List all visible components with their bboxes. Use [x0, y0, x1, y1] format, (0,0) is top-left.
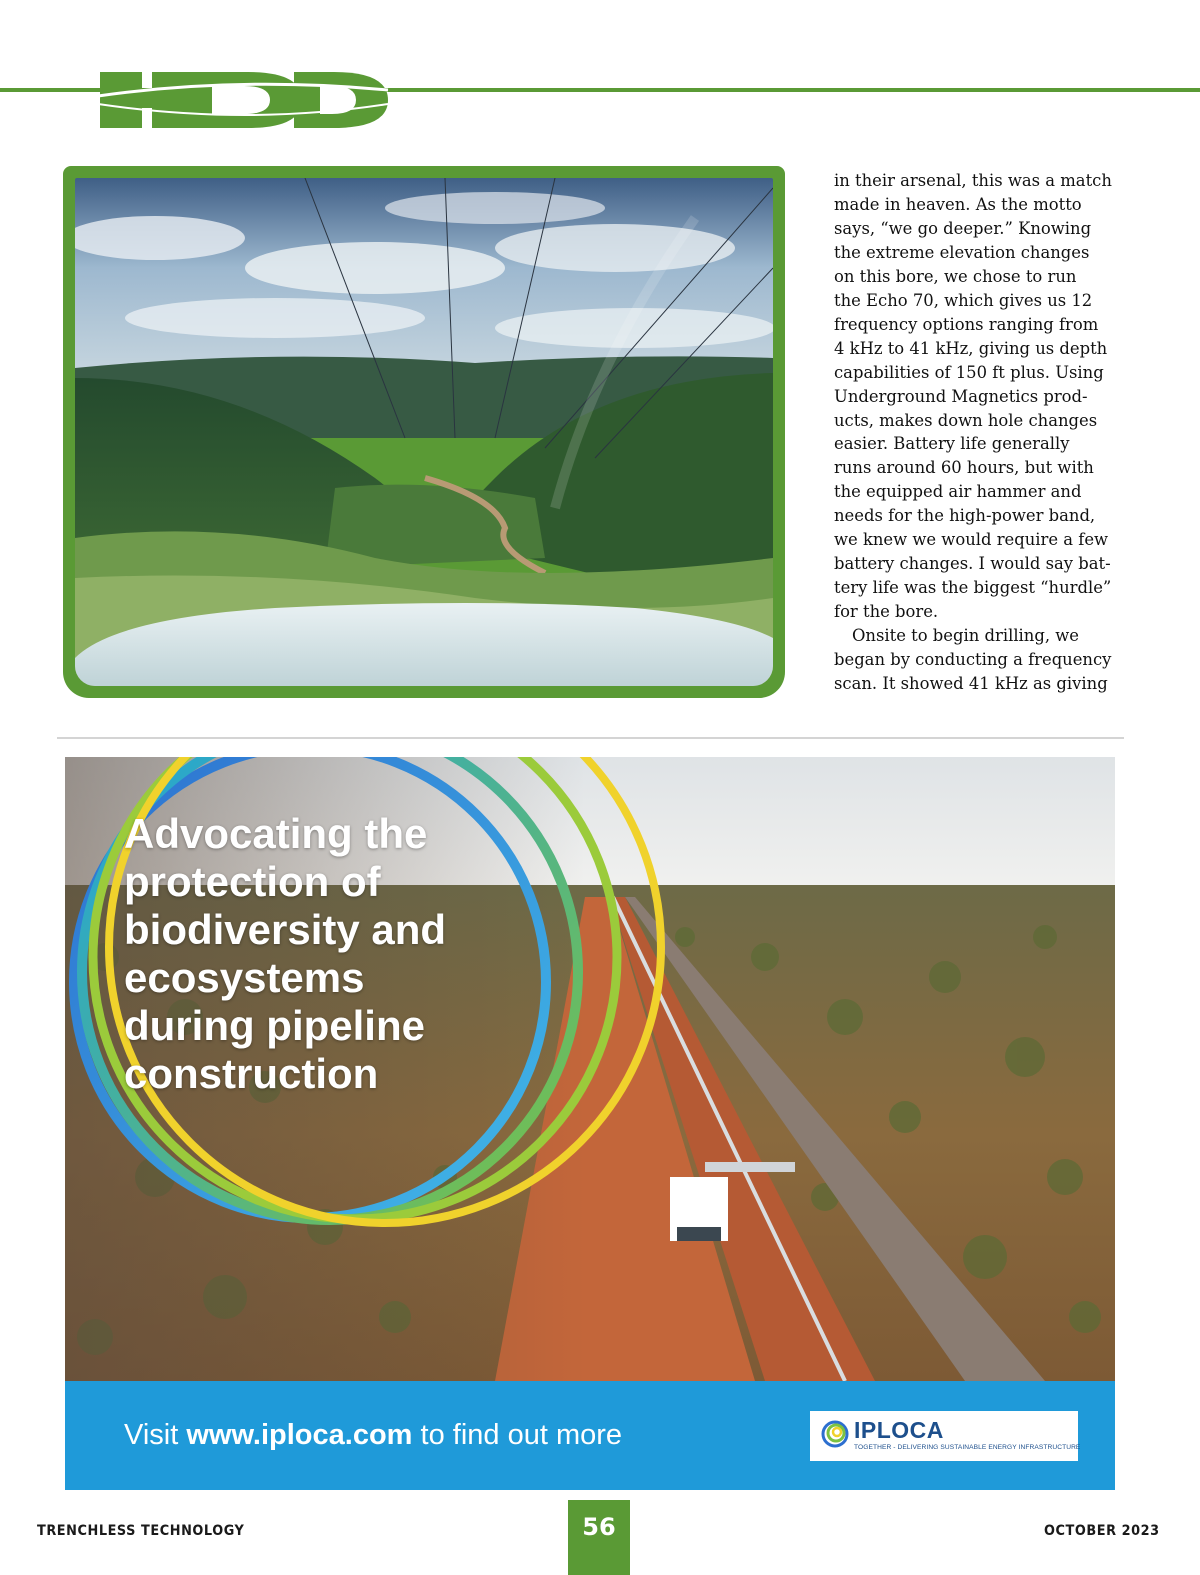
article-line: tery life was the biggest “hurdle”	[834, 578, 1112, 598]
article-line: on this bore, we chose to run	[834, 266, 1077, 286]
iploca-name: IPLOCA	[854, 1417, 944, 1443]
photo-frame	[63, 166, 785, 698]
ad-headline-line: construction	[124, 1050, 379, 1097]
hdd-logo	[98, 66, 390, 132]
iploca-tagline: TOGETHER - DELIVERING SUSTAINABLE ENERGY INFRASTRUCTURE	[854, 1444, 1081, 1451]
ad-headline-line: ecosystems	[124, 954, 365, 1001]
article-line: says, “we go deeper.” Knowing	[834, 218, 1092, 238]
article-line: 4 kHz to 41 kHz, giving us depth	[834, 338, 1108, 358]
iploca-advertisement[interactable]	[65, 757, 1115, 1490]
page-number-box	[568, 1500, 630, 1575]
article-line: made in heaven. As the motto	[834, 194, 1082, 214]
article-line: capabilities of 150 ft plus. Using	[834, 362, 1104, 382]
article-line: frequency options ranging from	[834, 314, 1099, 334]
article-line: runs around 60 hours, but with	[834, 458, 1094, 478]
ad-headline-line: biodiversity and	[124, 906, 447, 953]
article-line: the equipped air hammer and	[834, 482, 1082, 502]
iploca-url-link[interactable]: www.iploca.com	[186, 1419, 413, 1451]
ad-headline-line: during pipeline	[124, 1002, 425, 1049]
section-divider	[57, 737, 1124, 739]
article-line: in their arsenal, this was a match	[834, 171, 1112, 190]
ad-headline-line: protection of	[124, 858, 381, 905]
article-line: began by conducting a frequency	[834, 650, 1112, 670]
article-text	[834, 169, 1134, 696]
article-line: needs for the high-power band,	[834, 506, 1096, 526]
ad-headline-line: Advocating the	[124, 810, 428, 857]
footer-publication: TRENCHLESS TECHNOLOGY	[37, 1523, 245, 1539]
article-line: we knew we would require a few	[834, 530, 1109, 550]
article-line: easier. Battery life generally	[834, 434, 1070, 454]
visit-suffix: to find out more	[412, 1419, 623, 1451]
article-line: Onsite to begin drilling, we	[852, 626, 1079, 646]
article-line: for the bore.	[834, 602, 939, 622]
article-line: Underground Magnetics prod-	[834, 386, 1088, 406]
iploca-swirl-icon	[820, 1419, 850, 1449]
landscape-photo	[75, 178, 773, 686]
page-number: 56	[582, 1513, 616, 1541]
footer-issue-date: OCTOBER 2023	[1044, 1523, 1160, 1539]
article-line: the Echo 70, which gives us 12	[834, 290, 1093, 310]
iploca-logo	[810, 1411, 1081, 1461]
article-line: ucts, makes down hole changes	[834, 410, 1098, 430]
ad-headline	[124, 810, 524, 1098]
article-line: battery changes. I would say bat-	[834, 554, 1111, 574]
ad-call-to-action-bar	[65, 1381, 1115, 1490]
article-line: scan. It showed 41 kHz as giving	[834, 674, 1108, 694]
ad-visit-text	[124, 1419, 622, 1452]
visit-prefix: Visit	[124, 1419, 187, 1451]
article-line: the extreme elevation changes	[834, 242, 1090, 262]
